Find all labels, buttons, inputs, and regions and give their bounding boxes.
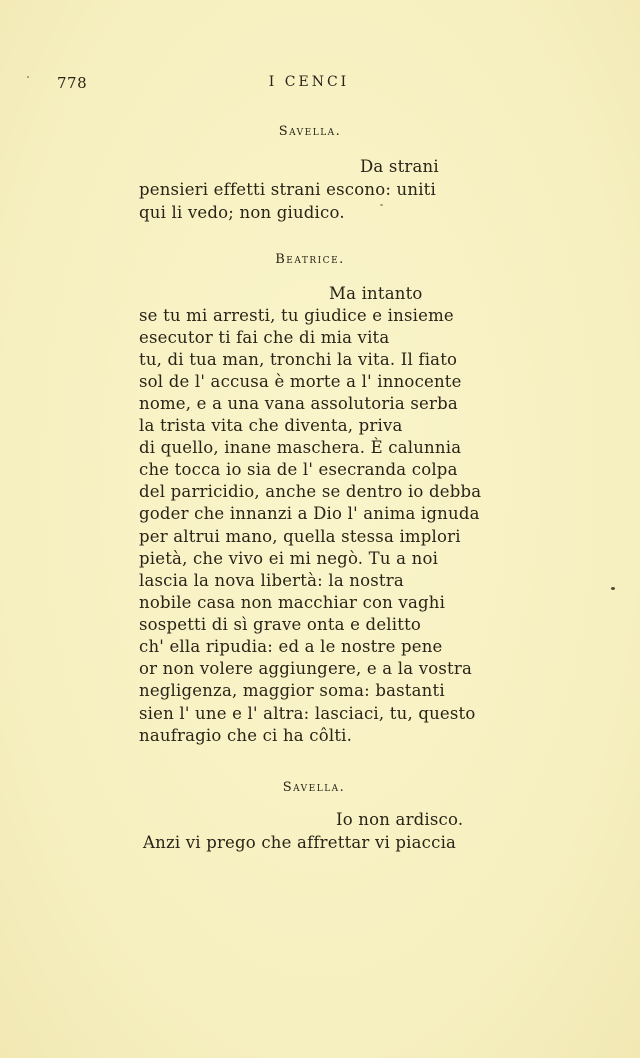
verse-line: goder che innanzi a Dio l' anima ignuda xyxy=(139,504,480,523)
verse-line: tu, di tua man, tronchi la vita. Il fiato xyxy=(139,350,458,369)
speaker-name-beatrice: Beatrice. xyxy=(275,252,345,267)
verse-line: sol de l' accusa è morte a l' innocente xyxy=(139,372,462,391)
verse-line: esecutor ti fai che di mia vita xyxy=(139,328,390,347)
verse-line: che tocca io sia de l' esecranda colpa xyxy=(139,460,458,479)
page-number: 778 xyxy=(57,74,88,92)
verse-line: sien l' une e l' altra: lasciaci, tu, questo xyxy=(139,704,476,723)
verse-line: negligenza, maggior soma: bastanti xyxy=(139,681,445,700)
verse-line: pensieri effetti strani escono: uniti xyxy=(139,180,436,199)
speaker-name-savella: Savella. xyxy=(282,780,346,795)
verse-line: pietà, che vivo ei mi negò. Tu a noi xyxy=(139,549,439,568)
verse-line: lascia la nova libertà: la nostra xyxy=(139,571,404,590)
verse-line: nobile casa non macchiar con vaghi xyxy=(139,593,446,612)
verse-line: ch' ella ripudia: ed a le nostre pene xyxy=(139,637,443,656)
verse-line: se tu mi arresti, tu giudice e insieme xyxy=(139,306,454,325)
verse-line: la trista vita che diventa, priva xyxy=(139,416,403,435)
verse-line: Ma intanto xyxy=(329,284,423,303)
verse-line: Da strani xyxy=(360,157,439,176)
verse-line: Io non ardisco. xyxy=(336,810,464,829)
verse-line: del parricidio, anche se dentro io debba xyxy=(139,482,482,501)
verse-line: per altrui mano, quella stessa implori xyxy=(139,527,461,546)
speaker-name-savella: Savella. xyxy=(278,124,342,139)
paper-speck xyxy=(380,204,383,206)
paper-speck xyxy=(611,587,615,590)
verse-line: di quello, inane maschera. È calunnia xyxy=(139,438,462,457)
verse-line: nome, e a una vana assolutoria serba xyxy=(139,394,458,413)
verse-line: naufragio che ci ha côlti. xyxy=(139,726,353,745)
verse-line: Anzi vi prego che affrettar vi piaccia xyxy=(143,833,457,852)
verse-line: sospetti di sì grave onta e delitto xyxy=(139,615,422,634)
paper-speck xyxy=(27,76,29,78)
verse-line: qui li vedo; non giudico. xyxy=(139,203,345,222)
running-head-title: I CENCI xyxy=(268,74,350,90)
verse-line: or non volere aggiungere, e a la vostra xyxy=(139,659,472,678)
